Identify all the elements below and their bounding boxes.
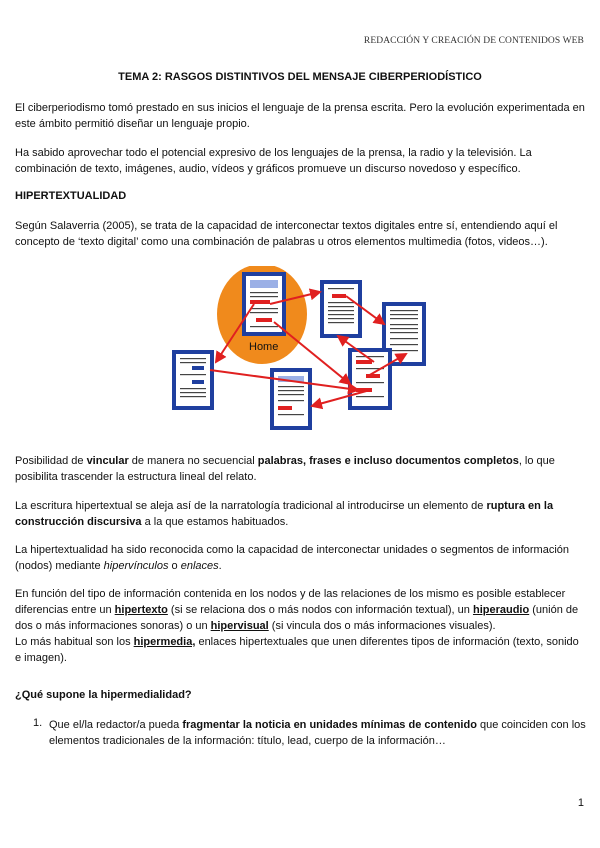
text-run: (si se relaciona dos o más nodos con información textual), un xyxy=(167,604,473,616)
term-hiperaudio: hiperaudio xyxy=(472,604,530,616)
tipos-paragraph xyxy=(15,586,587,666)
text-run: Posibilidad de xyxy=(15,455,87,467)
text-run: Que el/la redactor/a pueda xyxy=(49,719,183,731)
text-run: La escritura hipertextual se aleja así de la narratología tradicional al introducirse un elemento de xyxy=(15,500,487,512)
ruptura-paragraph xyxy=(15,498,587,530)
text-run: Lo más habitual son los xyxy=(15,636,134,648)
text-run: de manera no secuencial xyxy=(128,455,258,467)
vincular-paragraph xyxy=(15,453,587,485)
hypertext-diagram xyxy=(170,266,430,438)
text-run: En función del tipo de información contenida en los nodos y de las relaciones de los mismo es posible establecer diferencias entre un xyxy=(15,588,566,616)
text-run: . xyxy=(218,560,222,572)
text-run: (si vincula dos o más informaciones visuales). xyxy=(268,620,496,632)
home-label: Home xyxy=(249,341,279,353)
document-left xyxy=(174,352,212,408)
text-run: o xyxy=(168,560,181,572)
term-hipervisual: hipervisual xyxy=(210,620,269,632)
page-title: TEMA 2: RASGOS DISTINTIVOS DEL MENSAJE CIBERPERIODÍSTICO xyxy=(118,71,482,83)
intro-paragraph-1: El ciberperiodismo tomó prestado en sus inicios el lenguaje de la prensa escrita. Pero la evolución experimentada en este ámbito permitió diseñar un lenguaje propio. xyxy=(15,102,585,130)
text-run: , lo que posibilita trascender la estructura lineal del relato. xyxy=(15,455,555,483)
salaverria-paragraph: Según Salaverria (2005), se trata de la capacidad de interconectar textos digitales entre sí, entendiendo aquí el concepto de ‘texto digital’ como una combinación de palabras u otros elementos multimedia (fotos, videos…). xyxy=(15,220,558,248)
text-run: a la que estamos habituados. xyxy=(141,516,289,528)
bold-vincular: vincular xyxy=(86,455,129,467)
list-number: 1. xyxy=(33,717,43,729)
term-hipertexto: hipertexto xyxy=(114,604,168,616)
text-run: (unión de dos o más informaciones sonoras) o un xyxy=(15,604,579,632)
page-header: REDACCIÓN Y CREACIÓN DE CONTENIDOS WEB xyxy=(363,36,584,46)
italic-hipervinculos: hipervínculos xyxy=(103,560,169,572)
bold-palabras-frases: palabras, frases e incluso documentos completos xyxy=(257,455,519,467)
intro-paragraph-2: Ha sabido aprovechar todo el potencial expresivo de los lenguajes de la prensa, la radio y la televisión. La combinación de texto, imágenes, audio, vídeos y gráficos promueve un discurso novedoso y específico. xyxy=(15,147,532,175)
page-number: 1 xyxy=(577,797,584,809)
italic-enlaces: enlaces xyxy=(180,560,219,572)
bold-fragmentar: fragmentar la noticia en unidades mínimas de contenido xyxy=(182,719,477,731)
text-run: que coinciden con los elementos tradicionales de la información: título, lead, cuerpo de la información… xyxy=(49,719,586,747)
document-top-right xyxy=(322,282,360,336)
text-run: enlaces hipertextuales que unen diferentes tipos de información (texto, sonido e imagen). xyxy=(15,636,579,664)
term-hipermedia: hipermedia, xyxy=(133,636,196,648)
section-heading-hipertextualidad: HIPERTEXTUALIDAD xyxy=(15,190,127,202)
nodos-paragraph xyxy=(15,542,587,574)
section-heading-hipermedialidad: ¿Qué supone la hipermedialidad? xyxy=(15,689,192,701)
list-text xyxy=(49,717,589,749)
bold-ruptura: ruptura en la construcción discursiva xyxy=(15,500,554,528)
text-run: La hipertextualidad ha sido reconocida como la capacidad de interconectar unidades o segmentos de información (nodos) mediante xyxy=(15,544,570,572)
